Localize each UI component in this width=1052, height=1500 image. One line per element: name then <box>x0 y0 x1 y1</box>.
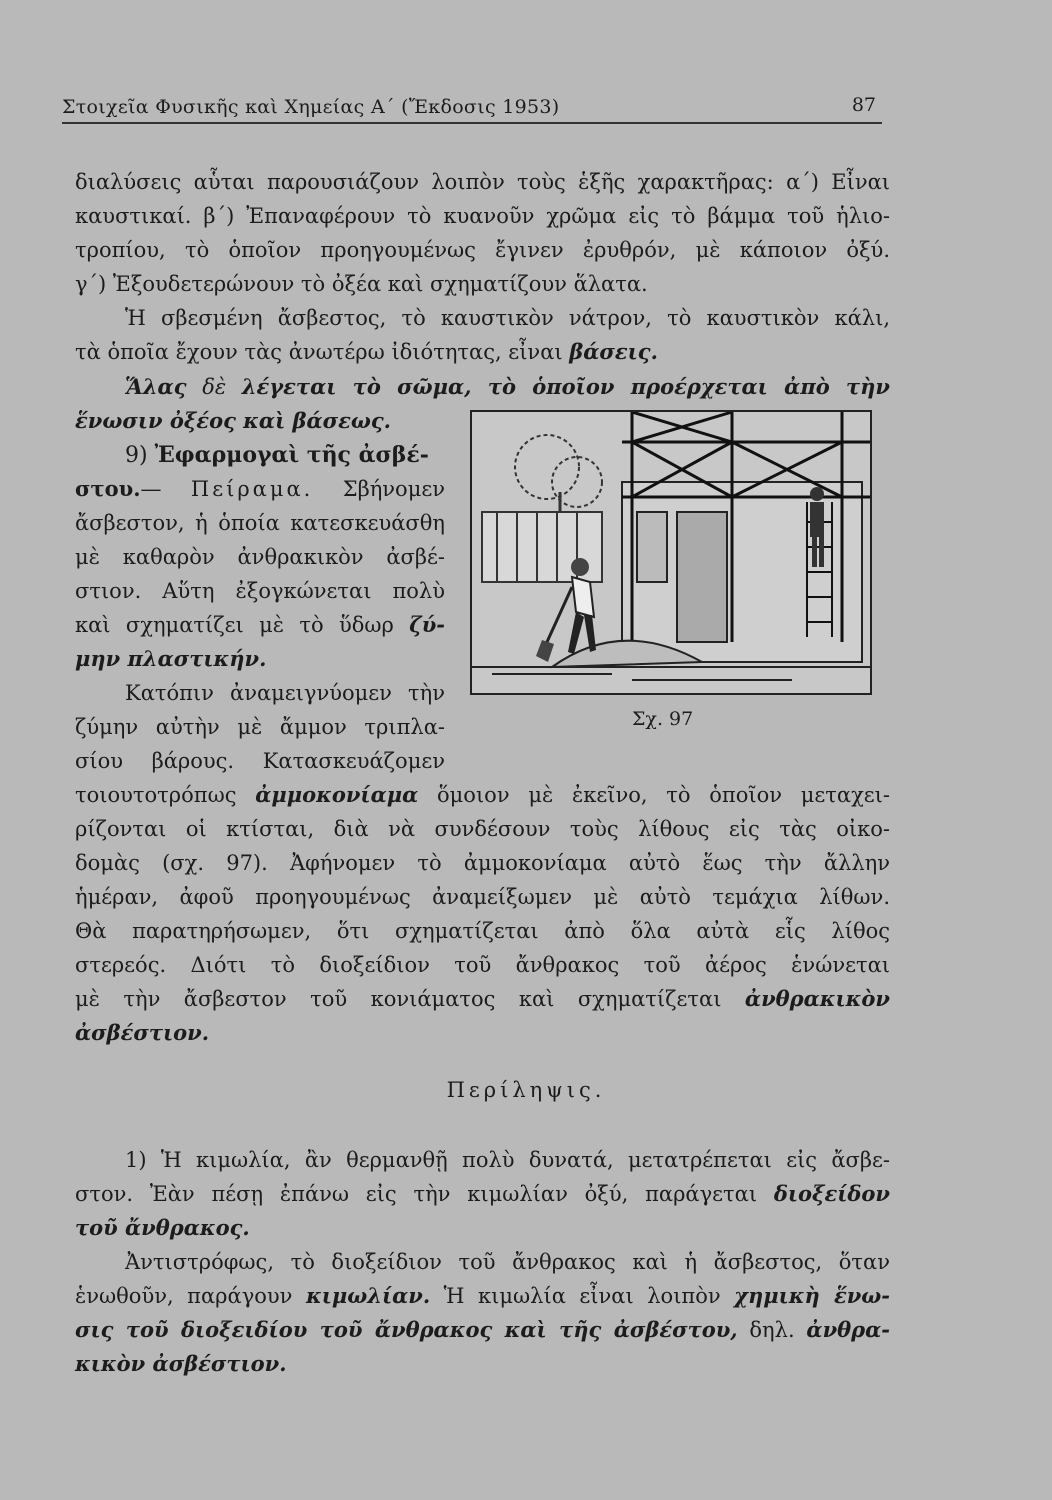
text-line <box>75 335 890 369</box>
text-line: ρίζονται οἱ κτίσται, διὰ νὰ συνδέσουν τοὺς λίθους εἰς τὰς οἰκο- <box>75 817 890 841</box>
text-line <box>75 1177 890 1211</box>
section-title: στου. <box>75 476 141 501</box>
term-chalk: κιμωλίαν. <box>305 1283 431 1308</box>
running-header <box>62 88 882 124</box>
text-line: διαλύσεις αὗται παρουσιάζουν λοιπὸν τοὺς ἑξῆς χαρακτῆρας: α΄) Εἶναι <box>75 170 890 194</box>
section-heading <box>75 438 445 472</box>
text-line: καυστικαί. β΄) Ἐπαναφέρουν τὸ κυανοῦν χρῶμα εἰς τὸ βάμμα τοῦ ἡλιο- <box>75 204 890 228</box>
construction-scene-image <box>472 412 870 693</box>
text-line: ζύμην αὐτὴν μὲ ἄμμον τριπλα- <box>75 715 445 739</box>
text-line: στερεός. Διότι τὸ διοξείδιον τοῦ ἄνθρακος τοῦ ἀέρος ἑνώνεται <box>75 953 890 977</box>
text-line <box>75 370 890 404</box>
section-number: 9) <box>125 443 155 468</box>
term-calcium-carbonate: ἀνθρακικὸν <box>744 986 890 1011</box>
term-chemical-compound: χημικὴ ἕνω- <box>734 1283 891 1308</box>
text-span: ἑνωθοῦν, παράγουν <box>75 1284 306 1308</box>
text-line: στιον. Αὕτη ἐξογκώνεται πολὺ <box>75 579 445 603</box>
term-calcium-carbonate: ἀνθρα- <box>806 1317 891 1342</box>
ground-drawing <box>472 667 870 680</box>
experiment-label: Πείραμα. <box>190 477 314 501</box>
term-plastic-paste: ζύ- <box>409 612 445 637</box>
term-mortar: ἀμμοκονίαμα <box>255 782 419 807</box>
text-span: — <box>140 477 191 501</box>
section-title: Ἐφαρμογαὶ τῆς ἀσβέ- <box>154 442 429 468</box>
text-span: καὶ σχηματίζει μὲ τὸ ὕδωρ <box>75 613 410 637</box>
term-bases: βάσεις. <box>569 339 658 364</box>
definition-text: λέγεται τὸ σῶμα, τὸ ὁποῖον προέρχεται ἀπὸ τὴν <box>241 374 890 399</box>
text-span: δηλ. <box>737 1318 807 1342</box>
text-line: Ἡ σβεσμένη ἄσβεστος, τὸ καυστικὸν νάτρον, τὸ καυστικὸν κάλι, <box>125 306 890 330</box>
page-number: 87 <box>851 94 876 116</box>
text-span: Ἡ κιμωλία εἶναι λοιπὸν <box>430 1284 735 1308</box>
text-line: γ΄) Ἐξουδετερώνουν τὸ ὀξέα καὶ σχηματίζουν ἅλατα. <box>75 272 648 296</box>
text-line <box>75 778 890 812</box>
text-line: Θὰ παρατηρήσωμεν, ὅτι σχηματίζεται ἀπὸ ὅλα αὐτὰ εἷς λίθος <box>75 919 890 943</box>
text-span: Σβήνομεν <box>313 477 445 501</box>
header-title: Στοιχεῖα Φυσικῆς καὶ Χημείας Α΄ (Ἔκδοσις 1953) <box>62 96 560 118</box>
figure-97-illustration <box>470 410 872 695</box>
text-line: τροπίου, τὸ ὁποῖον προηγουμένως ἔγινεν ἐρυθρόν, μὲ κάποιον ὀξύ. <box>75 238 890 262</box>
definition-text: ἕνωσιν ὀξέος καὶ βάσεως. <box>75 408 391 433</box>
term-salt: Ἅλας <box>125 374 187 399</box>
text-line: Κατόπιν ἀναμειγνύομεν τὴν <box>125 681 445 705</box>
term-co2: διοξείδον <box>773 1181 890 1206</box>
figure-caption: Σχ. 97 <box>632 708 694 730</box>
text-line: ἄσβεστον, ἡ ὁποία κατεσκευάσθη <box>75 511 445 535</box>
text-line <box>75 472 445 506</box>
text-span: μὲ τὴν ἄσβεστον τοῦ κονιάματος καὶ σχηματίζεται <box>75 987 745 1011</box>
term-calcium-carbonate: κικὸν ἀσβέστιον. <box>75 1351 287 1376</box>
text-line <box>75 982 890 1016</box>
text-span: στον. Ἐὰν πέσῃ ἐπάνω εἰς τὴν κιμωλίαν ὀξύ, παράγεται <box>75 1182 774 1206</box>
text-line: μὲ καθαρὸν ἀνθρακικὸν ἀσβέ- <box>75 545 445 569</box>
text-line <box>75 1279 890 1313</box>
term-plastic-paste: μην πλαστικήν. <box>75 646 267 671</box>
text-span: δὲ <box>186 375 242 399</box>
term-co2: τοῦ ἄνθρακος. <box>75 1215 250 1240</box>
term-calcium-carbonate: ἀσβέστιον. <box>75 1020 210 1045</box>
text-line: Ἀντιστρόφως, τὸ διοξείδιον τοῦ ἄνθρακος καὶ ἡ ἄσβεστος, ὅταν <box>125 1250 890 1274</box>
text-line: σίου βάρους. Κατασκευάζομεν <box>75 749 445 773</box>
text-span: ὅμοιον μὲ ἐκεῖνο, τὸ ὁποῖον μεταχει- <box>418 783 891 807</box>
text-line <box>75 1313 890 1347</box>
text-line <box>75 608 445 642</box>
text-line: δομὰς (σχ. 97). Ἀφήνομεν τὸ ἀμμοκονίαμα αὐτὸ ἕως τὴν ἄλλην <box>75 851 890 875</box>
text-line: 1) Ἡ κιμωλία, ἂν θερμανθῇ πολὺ δυνατά, μετατρέπεται εἰς ἄσβε- <box>125 1148 890 1172</box>
text-span: τὰ ὁποῖα ἔχουν τὰς ἀνωτέρω ἰδιότητας, εἶναι <box>75 340 570 364</box>
term-chemical-compound: σις τοῦ διοξειδίου τοῦ ἄνθρακος καὶ τῆς ἀσβέστου, <box>75 1317 738 1342</box>
text-line: ἡμέραν, ἀφοῦ προηγουμένως ἀναμείξωμεν μὲ αὐτὸ τεμάχια λίθων. <box>75 885 890 909</box>
text-span: τοιουτοτρόπως <box>75 783 256 807</box>
summary-title: Περίληψις. <box>446 1078 606 1102</box>
